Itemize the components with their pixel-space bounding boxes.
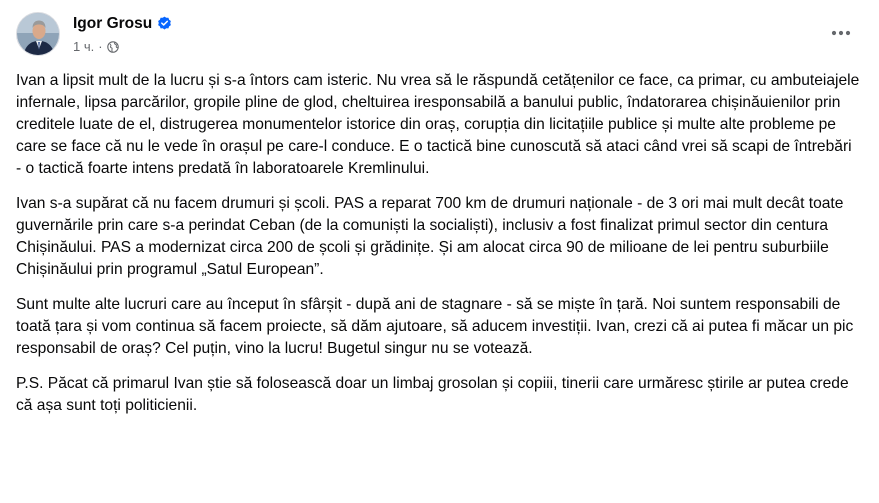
author-avatar[interactable]	[16, 12, 60, 56]
post-body	[16, 70, 861, 430]
more-options-button[interactable]	[823, 14, 859, 50]
post-paragraph: Ivan a lipsit mult de la lucru și s-a întors cam isteric. Nu vrea să le răspundă cetățenilor ce face, ca primar, cu ambuteiajele infernale, lipsa parcărilor, gropile pline de glod, cheltuirea iresponsabilă a banului public, îndatorarea chișinăuienilor prin creditele luate de el, distrugerea monumentelor istorice din oraș, corupția din licitațiile publice și multe alte probleme pe care se face că nu le vede în orașul pe care-l conduce. E o tactică bine cunoscută să ataci când vrei să scapi de întrebări - o tactică foarte intens predată în laboratoarele Kremlinului.	[16, 72, 860, 177]
post-paragraph: Sunt multe alte lucruri care au început în sfârșit - după ani de stagnare - să se miște în țară. Noi suntem responsabili de toată țara și vom continua să facem proiecte, să dăm ajutoare, să aducem investiții. Ivan, crezi că ai putea fi măcar un pic responsabil de oraș? Cel puțin, vino la lucru! Bugetul singur nu se votează.	[16, 296, 854, 357]
post-header	[16, 10, 172, 58]
more-options-icon	[831, 23, 851, 41]
author-row	[73, 13, 172, 35]
author-name[interactable]: Igor Grosu	[73, 14, 153, 32]
post-meta	[73, 13, 172, 56]
verified-badge-icon	[157, 16, 172, 31]
globe-icon[interactable]	[107, 41, 119, 53]
post-subtitle	[73, 38, 172, 56]
post-paragraph: P.S. Păcat că primarul Ivan știe să folosească doar un limbaj grosolan și copiii, tinerii care urmăresc știrile ar putea crede că așa sunt toți politicienii.	[16, 375, 849, 414]
post-paragraph: Ivan s-a supărat că nu facem drumuri și școli. PAS a reparat 700 km de drumuri naționale - de 3 ori mai mult decât toate guvernările prin care s-a perindat Ceban (de la comuniști la socialiști), inclusiv a fost finalizat primul sector din centura Chișinăului. PAS a modernizat circa 200 de școli și grădinițe. Și am alocat circa 90 de milioane de lei pentru suburbiile Chișinăului prin programul „Satul European”.	[16, 195, 844, 278]
meta-separator: ·	[98, 39, 103, 54]
post-timestamp[interactable]: 1 ч.	[73, 39, 95, 54]
avatar-image	[17, 13, 60, 56]
